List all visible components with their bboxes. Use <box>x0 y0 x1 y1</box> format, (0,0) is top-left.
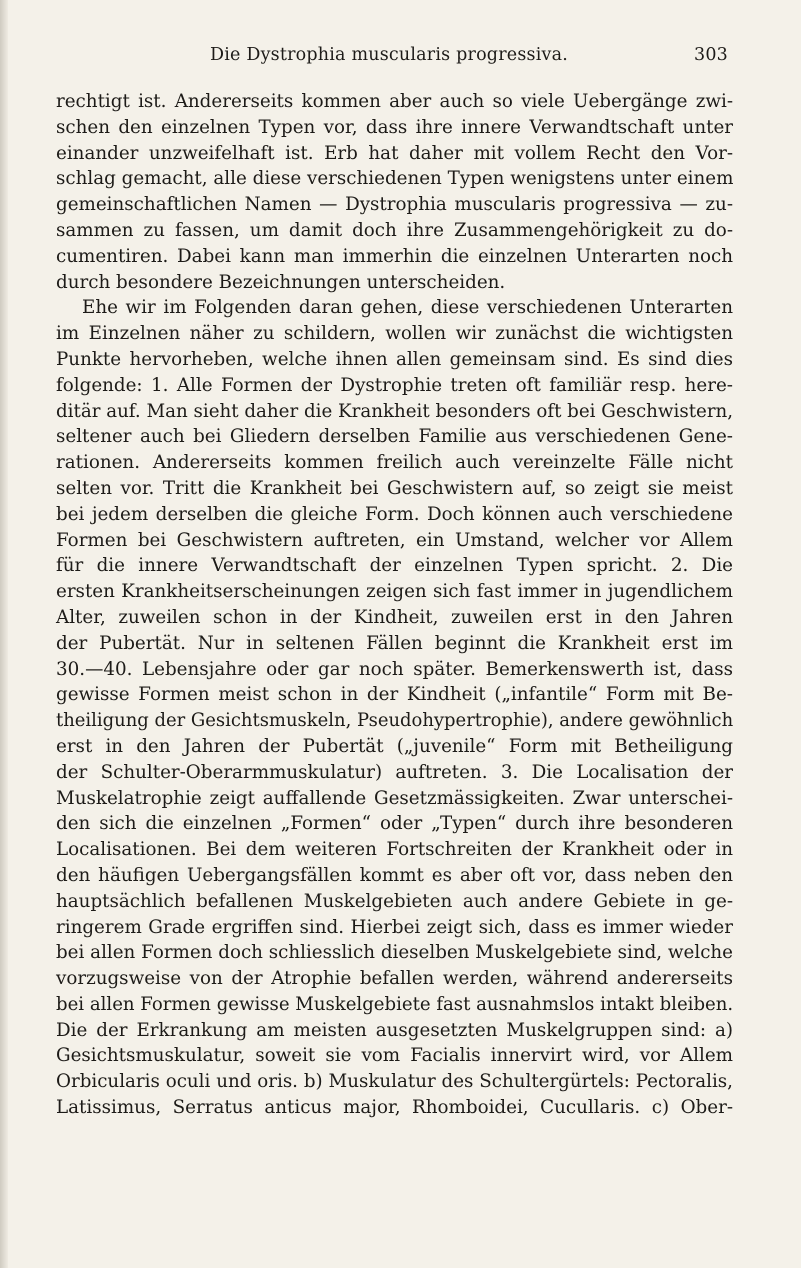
running-header <box>210 45 728 69</box>
text-line: für die innere Verwandtschaft der einzelnen Typen spricht. 2. Die <box>56 555 733 577</box>
text-line: ersten Krankheitserscheinungen zeigen sich fast immer in jugendlichem <box>56 581 733 603</box>
text-line: im Einzelnen näher zu schildern, wollen wir zunächst die wichtigsten <box>56 323 733 345</box>
text-line: ditär auf. Man sieht daher die Krankheit besonders oft bei Geschwistern, <box>56 400 734 422</box>
text-line: cumentiren. Dabei kann man immerhin die einzelnen Unterarten noch <box>56 245 733 267</box>
text-line: ringerem Grade ergriffen sind. Hierbei zeigt sich, dass es immer wieder <box>56 916 733 938</box>
page-number: 303 <box>693 45 728 65</box>
text-line: Gesichtsmuskulatur, soweit sie vom Facialis innervirt wird, vor Allem <box>56 1045 733 1067</box>
text-line: Formen bei Geschwistern auftreten, ein Umstand, welcher vor Allem <box>56 529 733 551</box>
text-line: erst in den Jahren der Pubertät („juvenile“ Form mit Betheiligung <box>56 735 733 757</box>
text-line: 30.—40. Lebensjahre oder gar noch später. Bemerkenswerth ist, dass <box>56 658 733 680</box>
text-line: seltener auch bei Gliedern derselben Familie aus verschiedenen Gene- <box>56 426 733 448</box>
text-line: der Pubertät. Nur in seltenen Fällen beginnt die Krankheit erst im <box>56 632 733 654</box>
text-line: theiligung der Gesichtsmuskeln, Pseudohypertrophie), andere gewöhnlich <box>56 710 734 732</box>
text-line: sammen zu fassen, um damit doch ihre Zusammengehörigkeit zu do- <box>56 219 733 241</box>
text-line: Muskelatrophie zeigt auffallende Gesetzmässigkeiten. Zwar unterschei- <box>56 787 733 809</box>
page-edge-shadow <box>0 0 8 1268</box>
text-line: bei allen Formen gewisse Muskelgebiete fast ausnahmslos intakt bleiben. <box>56 993 734 1015</box>
text-line: bei jedem derselben die gleiche Form. Doch können auch verschiedene <box>56 503 733 525</box>
text-line: den sich die einzelnen „Formen“ oder „Typen“ durch ihre besonderen <box>56 813 733 835</box>
text-line: rechtigt ist. Andererseits kommen aber auch so viele Uebergänge zwi- <box>56 91 733 112</box>
text-line: vorzugsweise von der Atrophie befallen werden, während andererseits <box>56 968 733 990</box>
text-line: der Schulter-Oberarmmuskulatur) auftreten. 3. Die Localisation der <box>56 761 733 783</box>
text-line: einander unzweifelhaft ist. Erb hat daher mit vollem Recht den Vor- <box>56 142 733 164</box>
text-line: Die der Erkrankung am meisten ausgesetzten Muskelgruppen sind: a) <box>56 1019 733 1041</box>
text-line: durch besondere Bezeichnungen unterscheiden. <box>56 271 506 293</box>
text-line: bei allen Formen doch schliesslich dieselben Muskelgebiete sind, welche <box>56 942 733 964</box>
text-line: folgende: 1. Alle Formen der Dystrophie treten oft familiär resp. here- <box>56 374 733 396</box>
text-line: Localisationen. Bei dem weiteren Fortschreiten der Krankheit oder in <box>56 839 733 861</box>
text-line: rationen. Andererseits kommen freilich auch vereinzelte Fälle nicht <box>56 452 733 474</box>
running-title: Die Dystrophia muscularis progressiva. <box>210 45 568 65</box>
text-line: gewisse Formen meist schon in der Kindheit („infantile“ Form mit Be- <box>56 684 733 706</box>
text-line: hauptsächlich befallenen Muskelgebieten auch andere Gebiete in ge- <box>56 890 733 912</box>
text-line: Punkte hervorheben, welche ihnen allen gemeinsam sind. Es sind dies <box>56 348 733 370</box>
text-line: Latissimus, Serratus anticus major, Rhomboidei, Cucullaris. c) Ober- <box>56 1097 733 1119</box>
text-line: Ehe wir im Folgenden daran gehen, diese verschiedenen Unterarten <box>82 297 733 319</box>
text-line: schen den einzelnen Typen vor, dass ihre innere Verwandtschaft unter <box>56 116 733 138</box>
text-line: den häufigen Uebergangsfällen kommt es aber oft vor, dass neben den <box>56 864 733 886</box>
body-text <box>56 89 733 1121</box>
text-line: gemeinschaftlichen Namen — Dystrophia muscularis progressiva — zu- <box>56 194 733 216</box>
text-line: Alter, zuweilen schon in der Kindheit, zuweilen erst in den Jahren <box>56 606 733 628</box>
text-line: selten vor. Tritt die Krankheit bei Geschwistern auf, so zeigt sie meist <box>56 477 733 499</box>
text-line: schlag gemacht, alle diese verschiedenen Typen wenigstens unter einem <box>56 168 734 190</box>
text-line: Orbicularis oculi und oris. b) Muskulatur des Schultergürtels: Pectoralis, <box>56 1071 733 1093</box>
